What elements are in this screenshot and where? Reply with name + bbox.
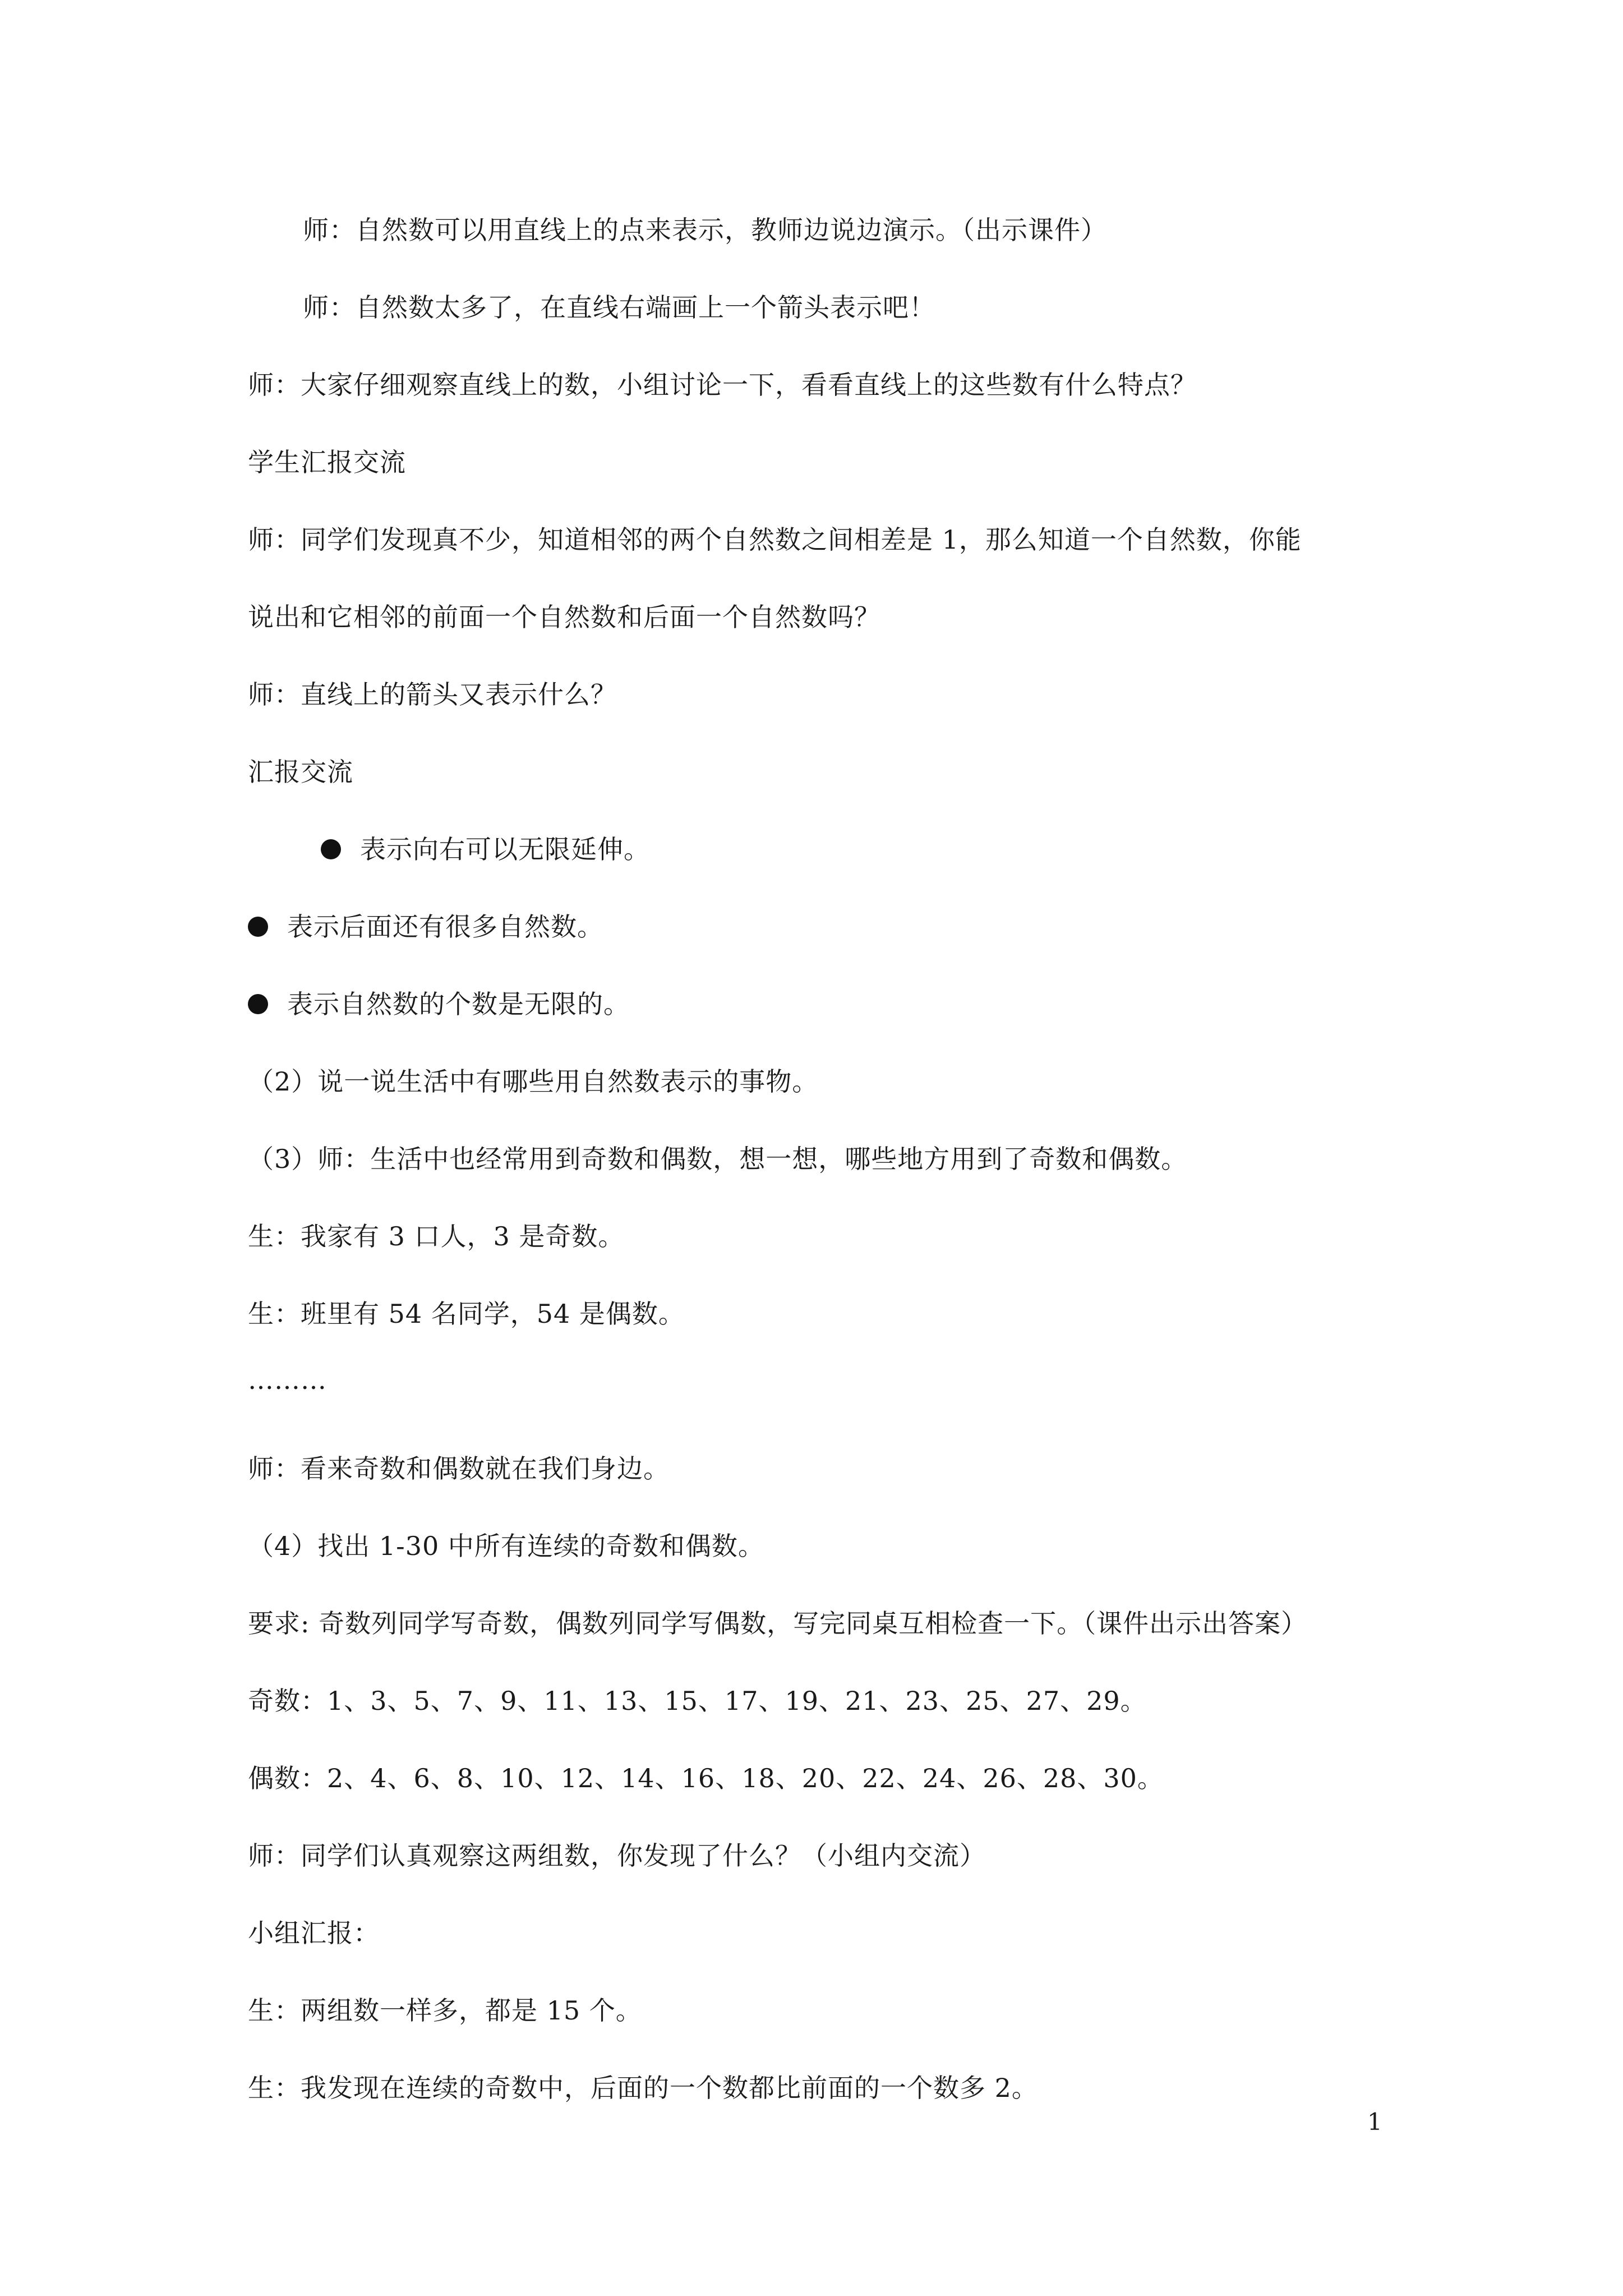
paragraph: 师：自然数可以用直线上的点来表示，教师边说边演示。（出示课件） (303, 215, 1107, 245)
paragraph: 汇报交流 (248, 757, 353, 787)
paragraph: 生：我发现在连续的奇数中，后面的一个数都比前面的一个数多 2。 (248, 2073, 1038, 2103)
bullet-item (248, 910, 603, 944)
paragraph: 生：班里有 54 名同学，54 是偶数。 (248, 1299, 685, 1329)
bullet-icon (248, 994, 268, 1014)
paragraph: 师：同学们认真观察这两组数，你发现了什么？（小组内交流） (248, 1841, 986, 1871)
paragraph: ……… (248, 1365, 327, 1395)
bullet-text: 表示后面还有很多自然数。 (287, 912, 603, 942)
page-number: 1 (1367, 2108, 1382, 2136)
paragraph: 奇数：1、3、5、7、9、11、13、15、17、19、21、23、25、27、29。 (248, 1686, 1147, 1716)
paragraph: 师：自然数太多了，在直线右端画上一个箭头表示吧！ (303, 292, 935, 323)
paragraph: 小组汇报： (248, 1918, 380, 1948)
paragraph: 说出和它相邻的前面一个自然数和后面一个自然数吗？ (248, 602, 880, 632)
paragraph: 学生汇报交流 (248, 447, 406, 477)
paragraph: 师：大家仔细观察直线上的数，小组讨论一下，看看直线上的这些数有什么特点？ (248, 370, 1197, 400)
paragraph: 师：直线上的箭头又表示什么？ (248, 679, 617, 710)
bullet-text: 表示向右可以无限延伸。 (360, 834, 650, 864)
paragraph: （3）师：生活中也经常用到奇数和偶数，想一想，哪些地方用到了奇数和偶数。 (248, 1144, 1188, 1174)
bullet-text: 表示自然数的个数是无限的。 (287, 989, 630, 1019)
paragraph: （2）说一说生活中有哪些用自然数表示的事物。 (248, 1066, 819, 1097)
bullet-item (248, 987, 630, 1021)
paragraph: 要求: 奇数列同学写奇数，偶数列同学写偶数，写完同桌互相检查一下。（课件出示出答案） (248, 1608, 1308, 1639)
bullet-icon (248, 917, 268, 937)
bullet-item (321, 832, 650, 866)
paragraph: 偶数：2、4、6、8、10、12、14、16、18、20、22、24、26、28、30。 (248, 1763, 1164, 1793)
paragraph: 师：同学们发现真不少，知道相邻的两个自然数之间相差是 1，那么知道一个自然数，你能 (248, 524, 1302, 555)
bullet-icon (321, 839, 341, 859)
paragraph: 生：两组数一样多，都是 15 个。 (248, 1995, 642, 2026)
paragraph: 师：看来奇数和偶数就在我们身边。 (248, 1453, 670, 1484)
paragraph: 生：我家有 3 口人，3 是奇数。 (248, 1221, 625, 1251)
paragraph: （4）找出 1-30 中所有连续的奇数和偶数。 (248, 1531, 764, 1561)
